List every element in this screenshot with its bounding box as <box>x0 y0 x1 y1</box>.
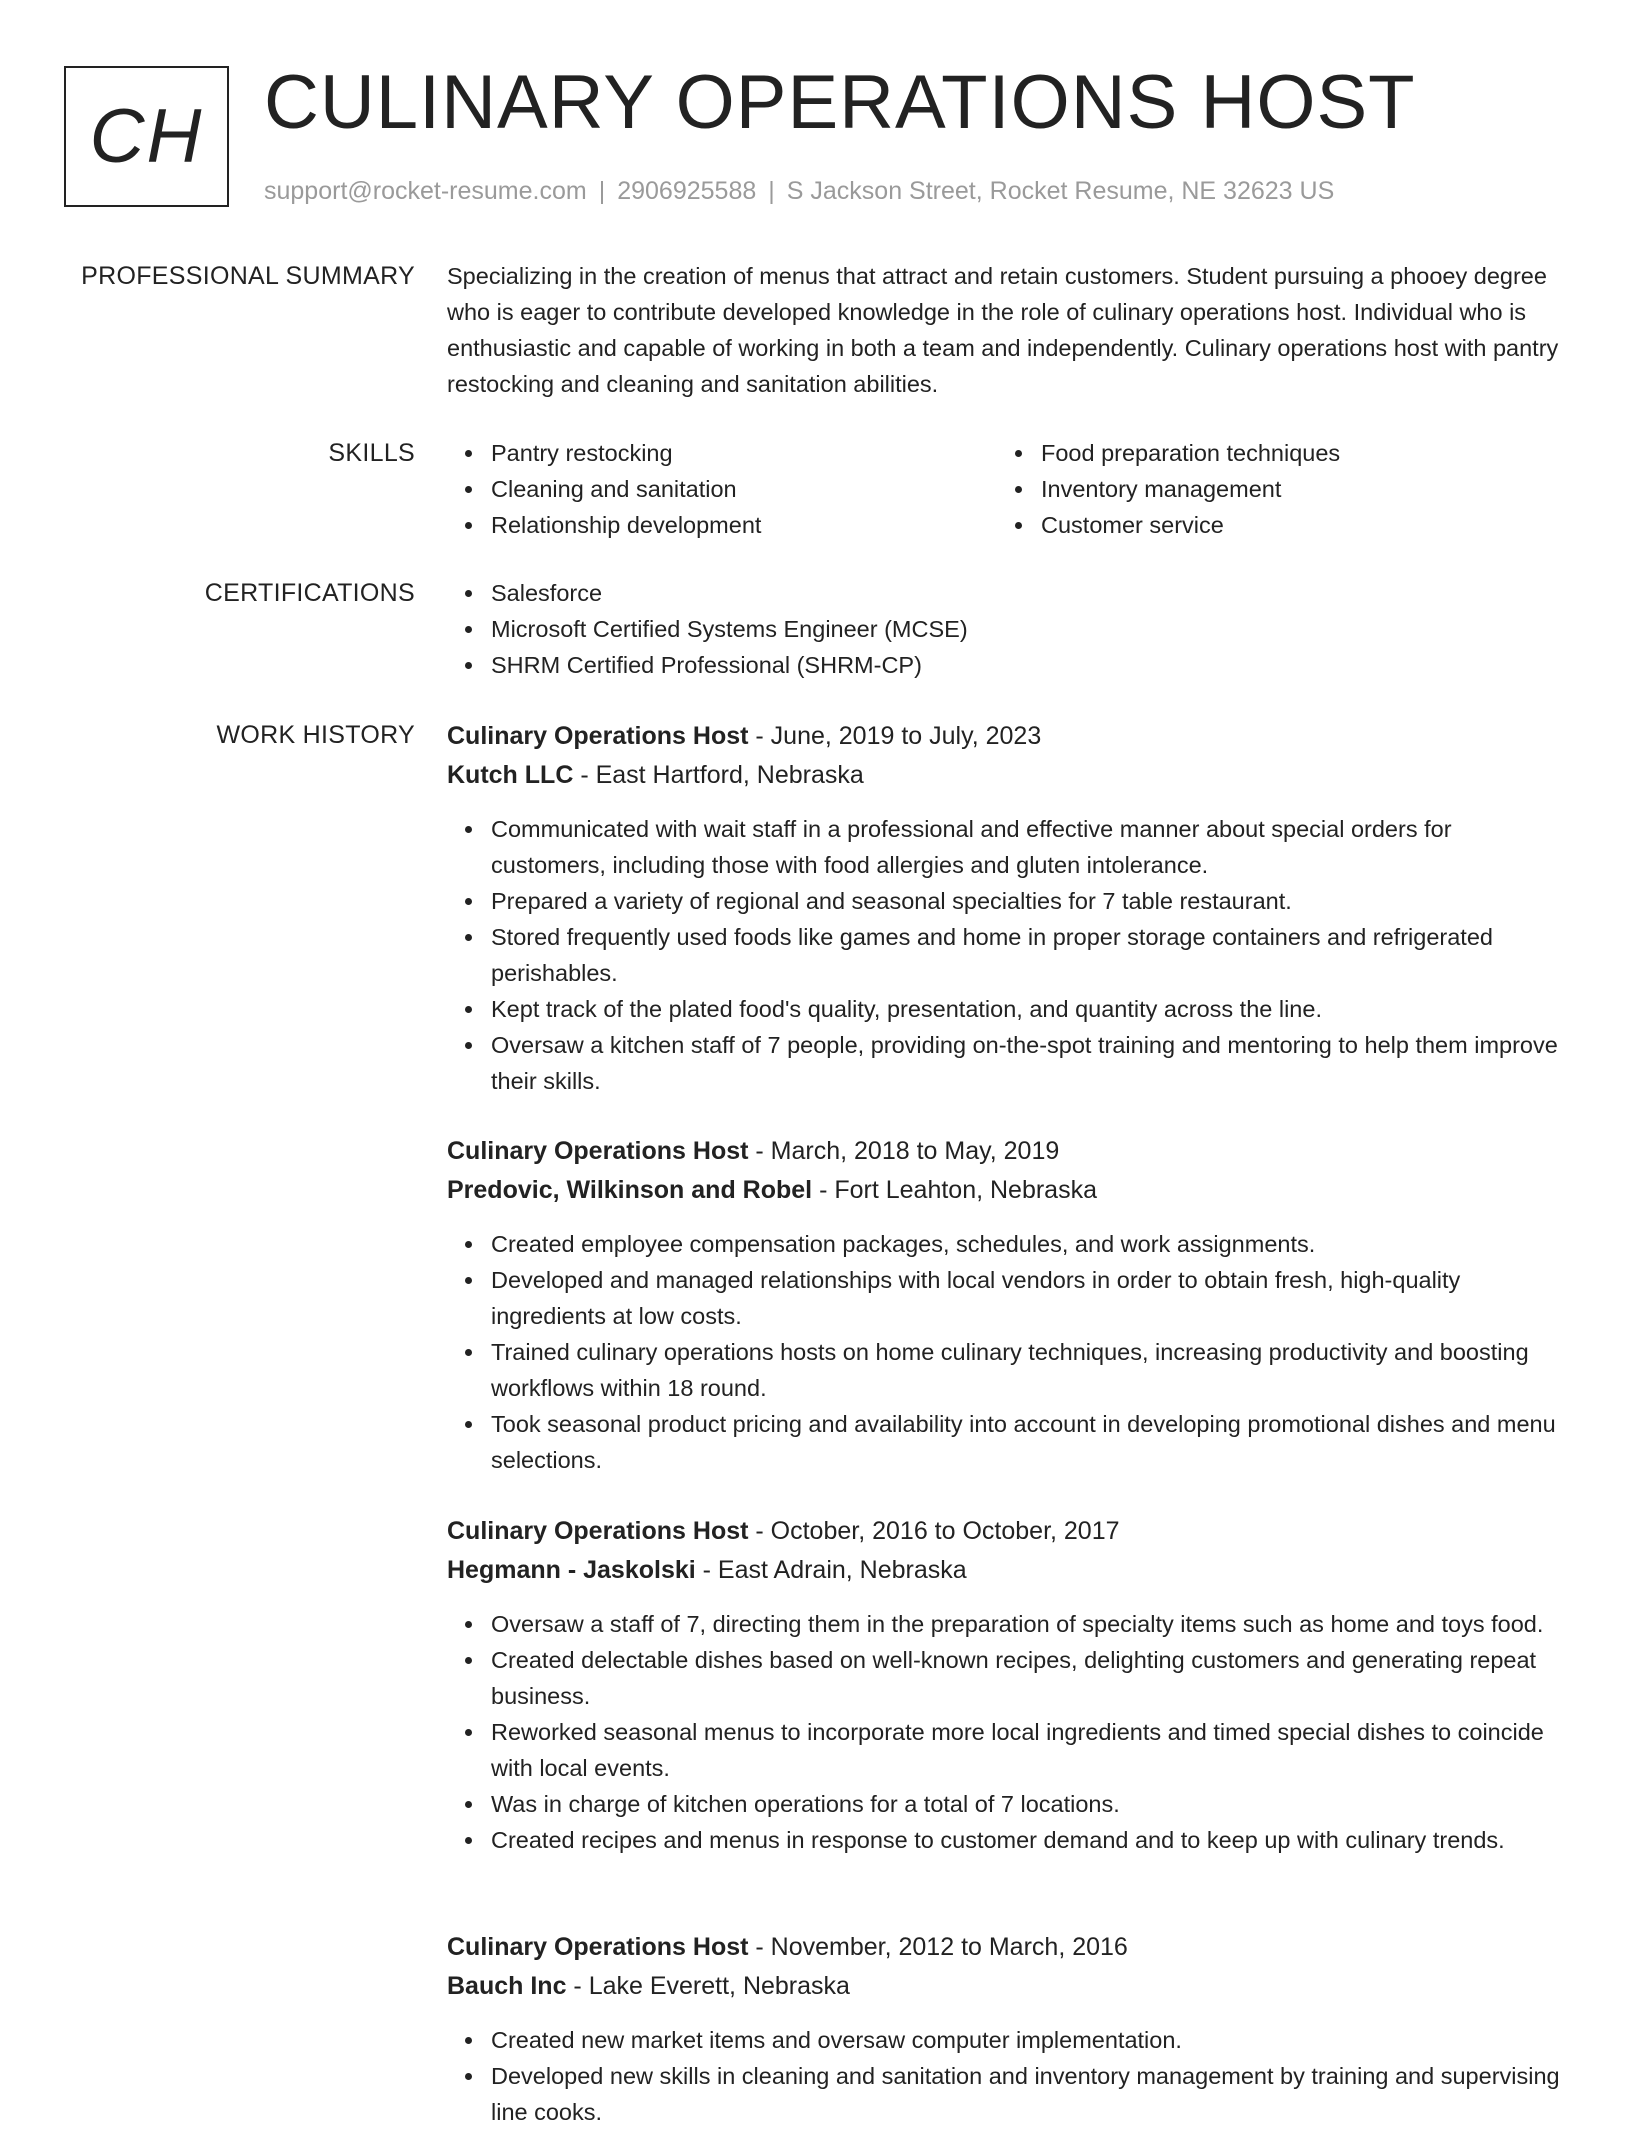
contact-separator: | <box>598 177 606 205</box>
section-heading-work-history: WORK HISTORY <box>216 721 415 749</box>
summary-text: Specializing in the creation of menus that attract and retain customers. Student pursuing a phooey degree who is eager to contribute developed knowledge in the role of culinary operations host. Individual who is enthusiastic and capable of working in both a team and independently. Culinary operations host with pantry restocking and cleaning and sanitation abilities. <box>447 263 1559 397</box>
job-duty-item: Created new market items and oversaw computer implementation. <box>491 2022 1572 2058</box>
job-company: Kutch LLC <box>447 761 574 789</box>
job-location: - East Adrain, Nebraska <box>695 1556 967 1584</box>
job-dates: - June, 2019 to July, 2023 <box>748 722 1042 750</box>
contact-email[interactable]: support@rocket-resume.com <box>264 177 587 205</box>
job-title-line <box>447 1928 1572 1967</box>
job-duty-item: Developed new skills in cleaning and sanitation and inventory management by training and supervising line cooks. <box>491 2058 1572 2130</box>
job-duty-item: Kept track of the plated food's quality, presentation, and quantity across the line. <box>491 991 1572 1027</box>
job-dates: - March, 2018 to May, 2019 <box>748 1137 1060 1165</box>
skill-item: Food preparation techniques <box>1041 435 1547 471</box>
job-duty-item: Created recipes and menus in response to customer demand and to keep up with culinary trends. <box>491 1822 1572 1858</box>
monogram-badge <box>64 66 229 207</box>
job-title-line <box>447 1512 1572 1551</box>
section-heading-summary: PROFESSIONAL SUMMARY <box>81 262 415 290</box>
job-duties-list <box>447 2022 1572 2130</box>
job-duty-item: Communicated with wait staff in a professional and effective manner about special orders for customers, including those with food allergies and gluten intolerance. <box>491 811 1572 883</box>
job-duty-item: Created employee compensation packages, schedules, and work assignments. <box>491 1226 1572 1262</box>
section-heading-certifications: CERTIFICATIONS <box>204 579 415 607</box>
skill-item: Relationship development <box>491 507 997 543</box>
certification-item: Microsoft Certified Systems Engineer (MCSE) <box>491 611 1572 647</box>
job-duty-item: Trained culinary operations hosts on home culinary techniques, increasing productivity and boosting workflows within 18 round. <box>491 1334 1572 1406</box>
contact-line <box>264 176 1334 206</box>
job-title: Culinary Operations Host <box>447 1517 749 1545</box>
skill-item: Pantry restocking <box>491 435 997 471</box>
job-title: Culinary Operations Host <box>447 1933 749 1961</box>
job-duties-list <box>447 1226 1572 1478</box>
section-heading-skills: SKILLS <box>328 439 415 467</box>
contact-address: S Jackson Street, Rocket Resume, NE 32623 US <box>786 177 1335 205</box>
certifications-list <box>447 575 1572 683</box>
job-company: Predovic, Wilkinson and Robel <box>447 1176 813 1204</box>
monogram-initials: CH <box>89 94 204 179</box>
job-dates: - October, 2016 to October, 2017 <box>748 1517 1120 1545</box>
skill-item: Cleaning and sanitation <box>491 471 997 507</box>
job-duties-list <box>447 1606 1572 1858</box>
candidate-name: CULINARY OPERATIONS HOST <box>264 60 1416 145</box>
job-duty-item: Oversaw a staff of 7, directing them in the preparation of specialty items such as home and toys food. <box>491 1606 1572 1642</box>
job-company: Bauch Inc <box>447 1972 567 2000</box>
job-duty-item: Oversaw a kitchen staff of 7 people, providing on-the-spot training and mentoring to help them improve their skills. <box>491 1027 1572 1099</box>
certification-item: Salesforce <box>491 575 1572 611</box>
job-duty-item: Prepared a variety of regional and seasonal specialties for 7 table restaurant. <box>491 883 1572 919</box>
job-dates: - November, 2012 to March, 2016 <box>748 1933 1128 1961</box>
job-duty-item: Created delectable dishes based on well-known recipes, delighting customers and generating repeat business. <box>491 1642 1572 1714</box>
job-company-line <box>447 756 1572 795</box>
job-company: Hegmann - Jaskolski <box>447 1556 696 1584</box>
job-duty-item: Stored frequently used foods like games and home in proper storage containers and refrigerated perishables. <box>491 919 1572 991</box>
job-duties-list <box>447 811 1572 1099</box>
contact-separator: | <box>768 177 775 205</box>
contact-phone[interactable]: 2906925588 <box>617 177 757 205</box>
job-title: Culinary Operations Host <box>447 1137 749 1165</box>
job-duty-item: Was in charge of kitchen operations for a total of 7 locations. <box>491 1786 1572 1822</box>
job-company-line <box>447 1551 1572 1590</box>
job-location: - Lake Everett, Nebraska <box>566 1972 850 2000</box>
job-duty-item: Reworked seasonal menus to incorporate more local ingredients and timed special dishes to coincide with local events. <box>491 1714 1572 1786</box>
job-duty-item: Developed and managed relationships with local vendors in order to obtain fresh, high-quality ingredients at low costs. <box>491 1262 1572 1334</box>
certification-item: SHRM Certified Professional (SHRM-CP) <box>491 647 1572 683</box>
job-duty-item: Took seasonal product pricing and availability into account in developing promotional dishes and menu selections. <box>491 1406 1572 1478</box>
job-company-line <box>447 1171 1572 1210</box>
skills-list-right <box>997 435 1547 543</box>
skills-list-left <box>447 435 997 543</box>
job-title-line <box>447 1132 1572 1171</box>
job-title-line <box>447 717 1572 756</box>
skill-item: Customer service <box>1041 507 1547 543</box>
job-location: - Fort Leahton, Nebraska <box>812 1176 1097 1204</box>
job-company-line <box>447 1967 1572 2006</box>
job-location: - East Hartford, Nebraska <box>573 761 864 789</box>
job-title: Culinary Operations Host <box>447 722 749 750</box>
skill-item: Inventory management <box>1041 471 1547 507</box>
